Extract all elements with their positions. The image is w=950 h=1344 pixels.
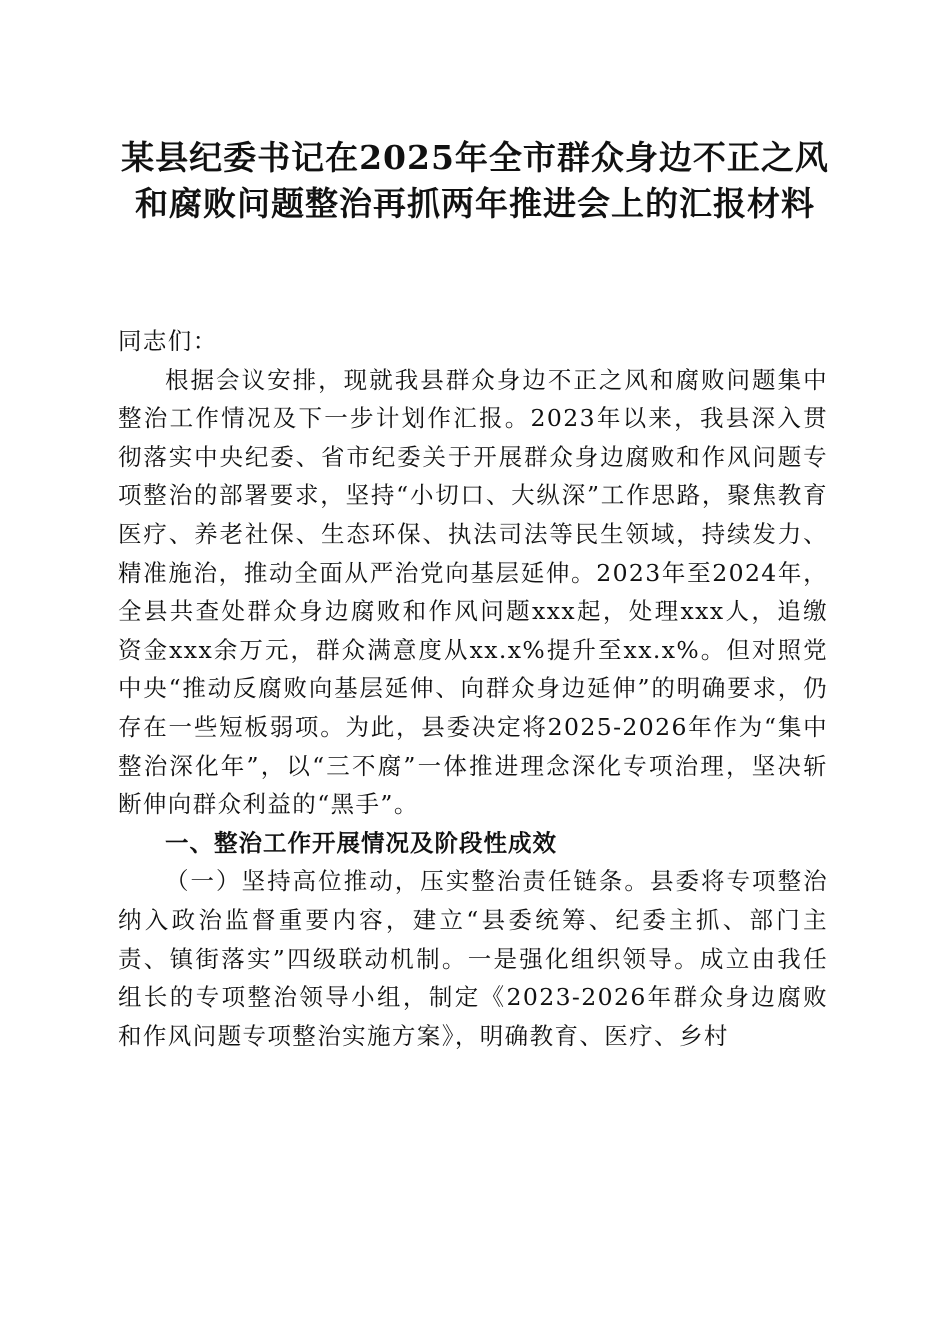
document-title: 某县纪委书记在2025年全市群众身边不正之风和腐败问题整治再抓两年推进会上的汇报材料: [121, 138, 829, 223]
intro-paragraph: 根据会议安排，现就我县群众身边不正之风和腐败问题集中整治工作情况及下一步计划作汇报。2023年以来，我县深入贯彻落实中央纪委、省市纪委关于开展群众身边腐败和作风问题专项整治的部署要求，坚持“小切口、大纵深”工作思路，聚焦教育医疗、养老社保、生态环保、执法司法等民生领域，持续发力、精准施治，推动全面从严治党向基层延伸。2023年至2024年，全县共查处群众身边腐败和作风问题xxx起，处理xxx人，追缴资金xxx余万元，群众满意度从xx.x%提升至xx.x%。但对照党中央“推动反腐败向基层延伸、向群众身边延伸”的明确要求，仍存在一些短板弱项。为此，县委决定将2025-2026年作为“集中整治深化年”，以“三不腐”一体推进理念深化专项治理，坚决斩断伸向群众利益的“黑手”。: [118, 365, 828, 819]
section-heading: 一、整治工作开展情况及阶段性成效: [165, 828, 557, 857]
section-paragraph: （一）坚持高位推动，压实整治责任链条。县委将专项整治纳入政治监督重要内容，建立“县委统筹、纪委主抓、部门主责、镇街落实”四级联动机制。一是强化组织领导。成立由我任组长的专项整治领导小组，制定《2023-2026年群众身边腐败和作风问题专项整治实施方案》，明确教育、医疗、乡村: [118, 867, 828, 1050]
document-body: [118, 322, 828, 1055]
salutation: 同志们：: [118, 327, 218, 355]
